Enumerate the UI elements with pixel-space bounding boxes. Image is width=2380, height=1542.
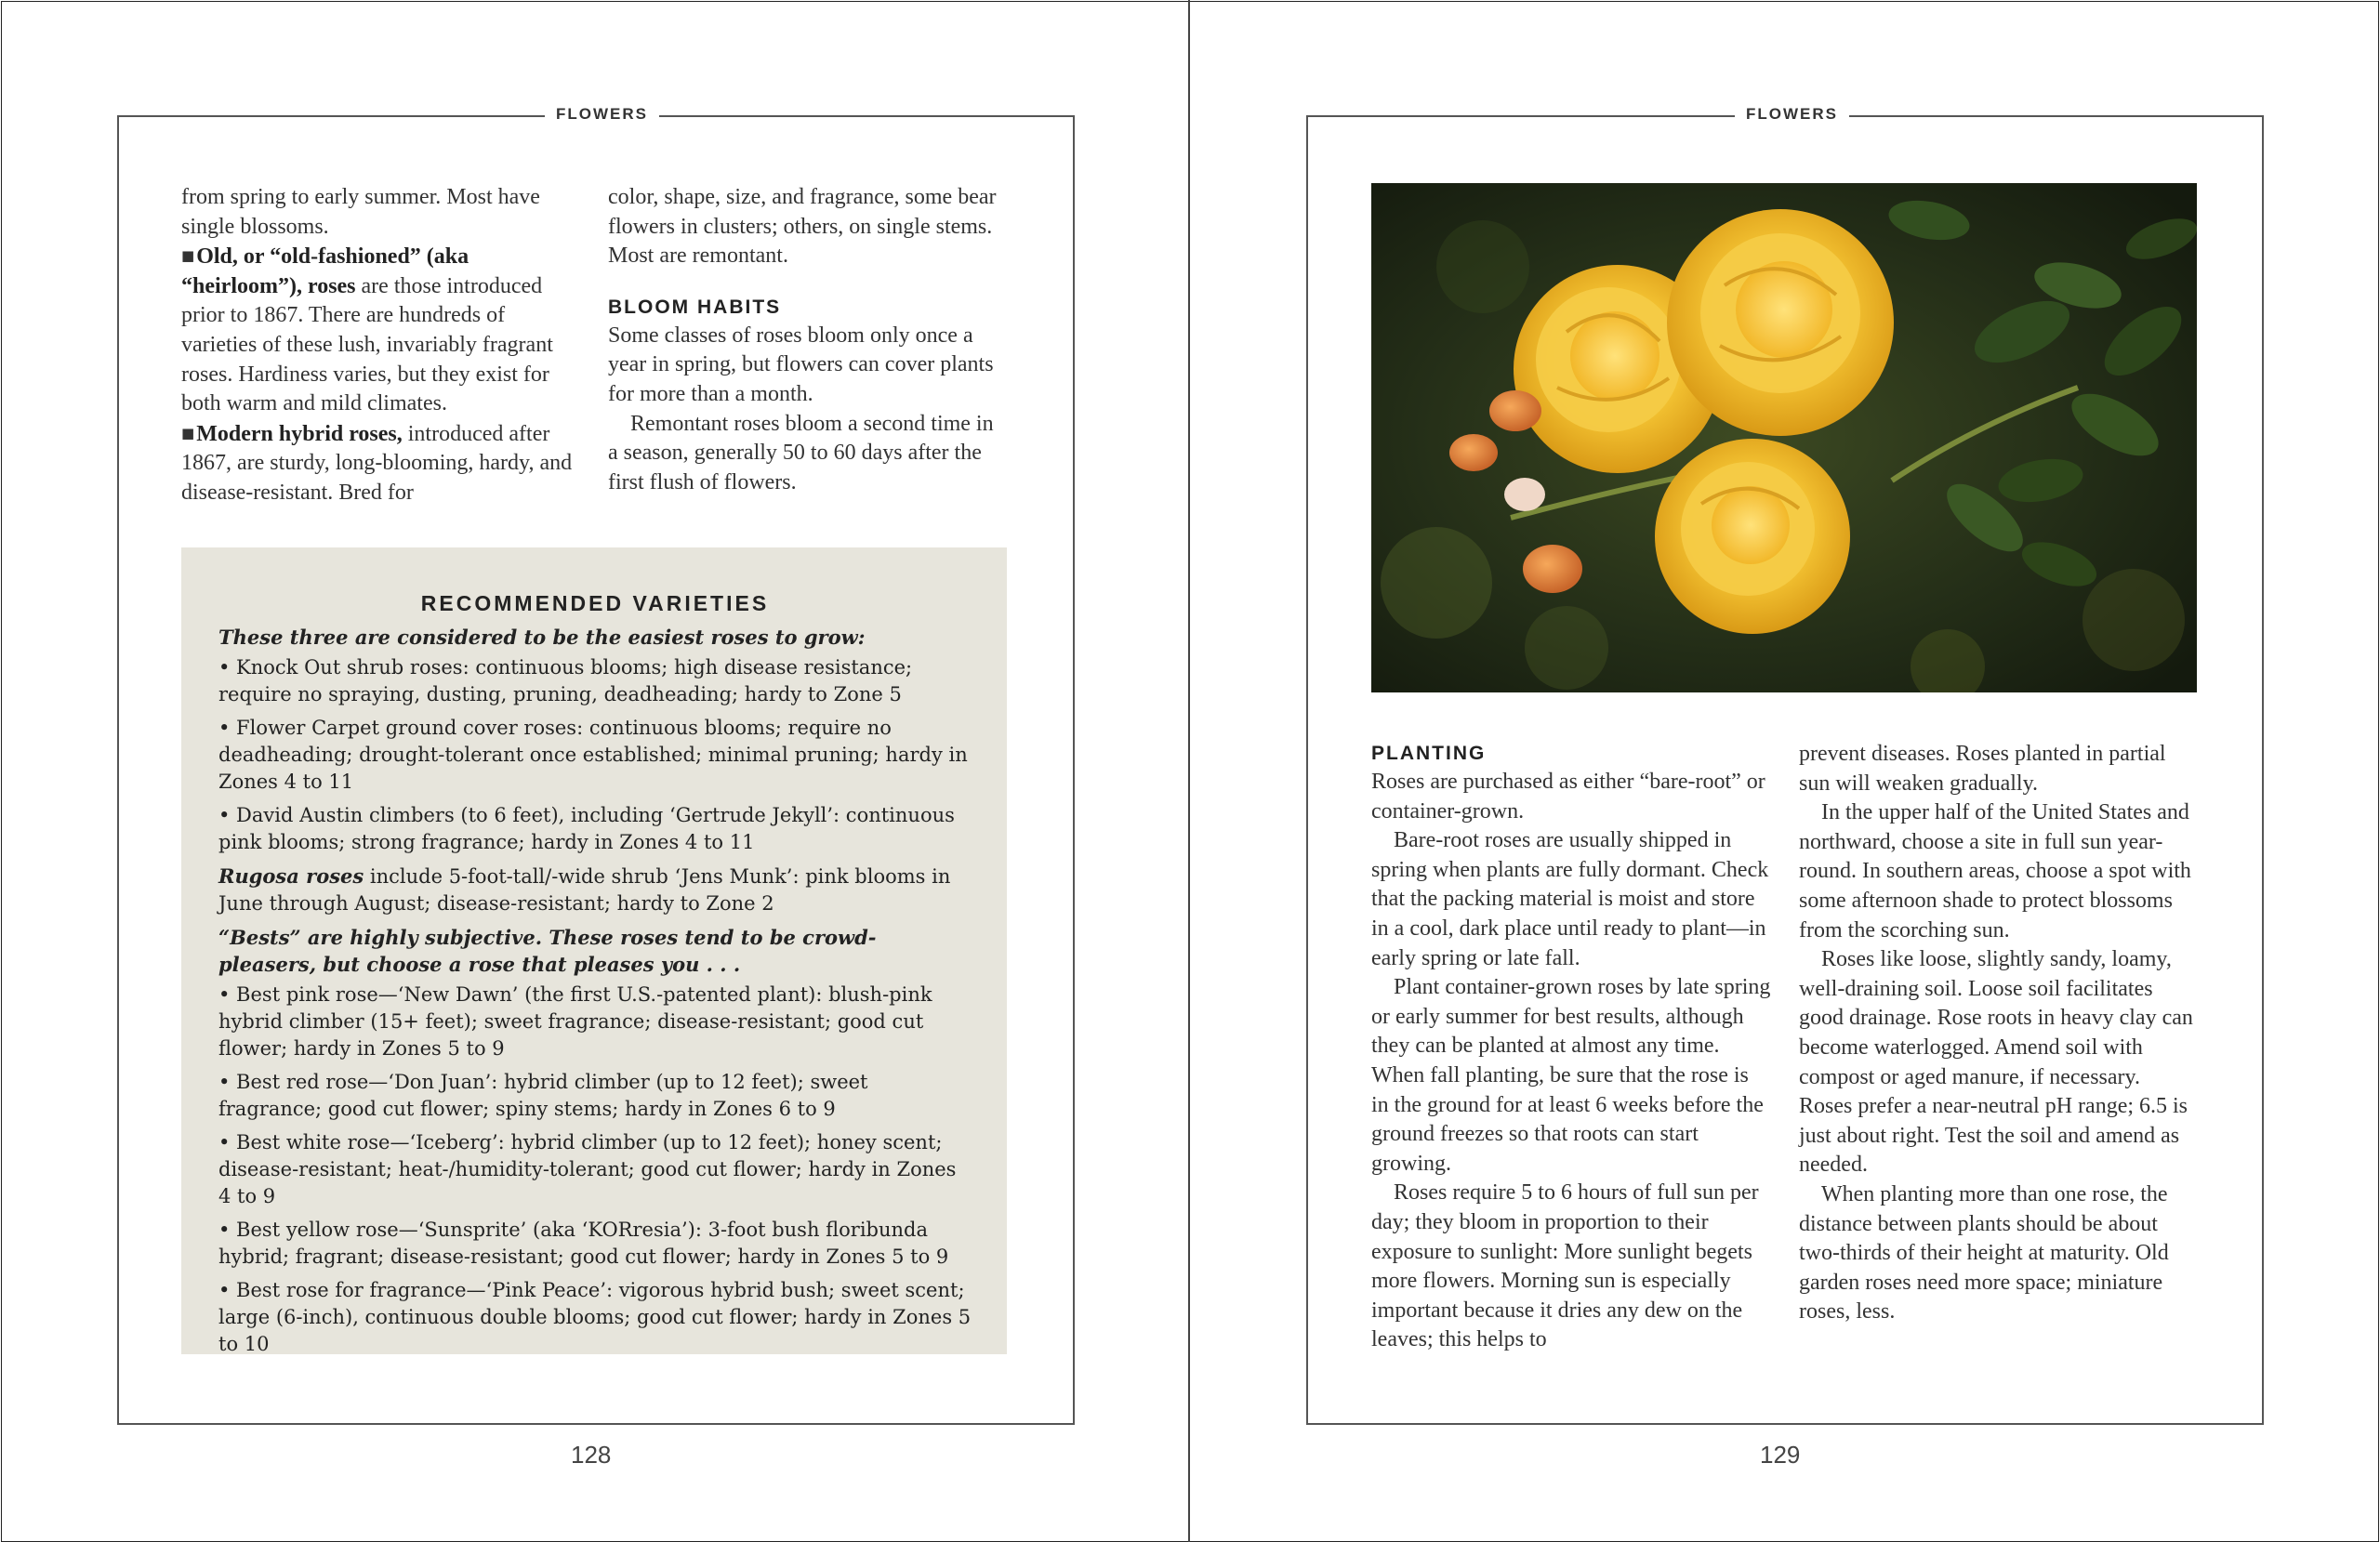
list-item: • Best red rose—‘Don Juan’: hybrid climber (up to 12 feet); sweet fragrance; good cut flower; spiny stems; hardy in Zones 6 to 9 <box>218 1071 868 1120</box>
left-section-label: FLOWERS <box>545 102 659 126</box>
list-item: • David Austin climbers (to 6 feet), including ‘Gertrude Jekyll’: continuous pink blooms; strong fragrance; hardy in Zones 4 to 11 <box>218 804 955 853</box>
planting-paragraph: Roses require 5 to 6 hours of full sun per day; they bloom in proportion to their exposure to sunlight: More sunlight begets more flowers. Morning sun is especially important because it dries any dew on the leaves; this helps to <box>1371 1180 1759 1352</box>
right-section-label: FLOWERS <box>1735 102 1849 126</box>
easy-roses-intro: These three are considered to be the easiest roses to grow: <box>218 626 866 649</box>
planting-paragraph: prevent diseases. Roses planted in partial sun will weaken gradually. <box>1799 742 2166 796</box>
left-column-1 <box>181 183 581 508</box>
planting-paragraph: When planting more than one rose, the distance between plants should be about two-thirds of their height at maturity. Old garden roses need more space; miniature roses, less. <box>1799 1181 2169 1325</box>
recommended-varieties-box <box>181 547 1007 1354</box>
varieties-title: RECOMMENDED VARIETIES <box>420 591 770 615</box>
bests-intro: “Bests” are highly subjective. These roses tend to be crowd-pleasers, but choose a rose that pleases you . . . <box>218 926 877 976</box>
modern-roses-paragraph <box>181 419 581 508</box>
rugosa-item <box>218 863 972 917</box>
list-item: • Knock Out shrub roses: continuous blooms; high disease resistance; require no spraying, dusting, pruning, deadheading; hardy to Zone 5 <box>218 656 913 705</box>
left-page-number: 128 <box>571 1441 612 1469</box>
rugosa-text: include 5-foot-tall/-wide shrub ‘Jens Munk’: pink blooms in June through August; disease-resistant; hardy to Zone 2 <box>218 865 951 915</box>
list-item: • Best rose for fragrance—‘Pink Peace’: vigorous hybrid bush; sweet scent; large (6-inch), continuous double blooms; good cut flower; hardy in Zones 5 to 10 <box>218 1279 972 1355</box>
rose-bottom <box>1655 439 1850 634</box>
right-page-number: 129 <box>1760 1441 1801 1469</box>
rugosa-name: Rugosa roses <box>218 864 364 888</box>
square-bullet-icon: ■ <box>181 424 195 442</box>
modern-roses-term: Modern hybrid roses, <box>196 421 403 446</box>
list-item: • Best yellow rose—‘Sunsprite’ (aka ‘KORresia’): 3-foot bush floribunda hybrid; fragrant; disease-resistant; good cut flower; hardy in Zones 5 to 9 <box>218 1219 949 1268</box>
list-item: • Best white rose—‘Iceberg’: hybrid climber (up to 12 feet); honey scent; disease-resistant; heat-/humidity-tolerant; good cut flower; hardy in Zones 4 to 9 <box>218 1131 957 1207</box>
old-roses-text: are those introduced prior to 1867. There are hundreds of varieties of these lush, invariably fragrant roses. Hardiness varies, but they exist for both warm and mild climates. <box>181 273 553 416</box>
roses-illustration <box>1371 183 2197 692</box>
bloom-paragraph-2: Remontant roses bloom a second time in a season, generally 50 to 60 days after the first flush of flowers. <box>608 411 994 494</box>
yellow-roses-photo <box>1371 183 2197 692</box>
bred-for-text: color, shape, size, and fragrance, some bear flowers in clusters; others, on single stems. Most are remontant. <box>608 185 997 269</box>
bloom-paragraph-1: Some classes of roses bloom only once a year in spring, but flowers can cover plants for more than a month. <box>608 323 994 406</box>
list-item: • Flower Carpet ground cover roses: continuous blooms; require no deadheading; drought-tolerant once established; minimal pruning; hardy in Zones 4 to 11 <box>218 717 968 793</box>
square-bullet-icon: ■ <box>181 247 195 265</box>
intro-text: from spring to early summer. Most have single blossoms. <box>181 185 540 239</box>
planting-paragraph: Plant container-grown roses by late spring or early summer for best results, although they can be planted at almost any time. When fall planting, be sure that the rose is in the ground for at least 6 weeks before the ground freezes so that roots can start growing. <box>1371 975 1771 1176</box>
planting-heading: PLANTING <box>1371 743 1487 764</box>
list-item: • Best pink rose—‘New Dawn’ (the first U.S.-patented plant): blush-pink hybrid climber (15+ feet); sweet fragrance; disease-resistant; good cut flower; hardy in Zones 5 to 9 <box>218 983 932 1060</box>
left-column-2 <box>608 183 1008 497</box>
old-roses-paragraph <box>181 242 581 419</box>
old-roses-term: Old, or “old-fashioned” (aka “heirloom”), roses <box>181 244 469 298</box>
planting-paragraph: In the upper half of the United States and northward, choose a site in full sun year-round. In southern areas, choose a spot with some afternoon shade to protect blossoms from the scorching sun. <box>1799 800 2191 942</box>
planting-paragraph: Bare-root roses are usually shipped in spring when plants are fully dormant. Check that the packing material is moist and store in a cool, dark place until ready to plant—in early spring or late fall. <box>1371 828 1769 970</box>
modern-roses-text: introduced after 1867, are sturdy, long-blooming, hardy, and disease-resistant. Bred for <box>181 421 573 505</box>
book-spine <box>1188 0 1190 1542</box>
bloom-habits-heading: BLOOM HABITS <box>608 296 782 318</box>
right-column-1 <box>1371 740 1771 1355</box>
rose-top <box>1667 209 1894 436</box>
planting-paragraph: Roses like loose, slightly sandy, loamy, well-draining soil. Loose soil facilitates good drainage. Rose roots in heavy clay can become waterlogged. Amend soil with compost or aged manure, if necessary. Roses prefer a near-neutral pH range; 6.5 is just about right. Test the soil and amend as needed. <box>1799 947 2193 1178</box>
right-column-2 <box>1799 740 2199 1327</box>
planting-paragraph: Roses are purchased as either “bare-root” or container-grown. <box>1371 770 1765 824</box>
